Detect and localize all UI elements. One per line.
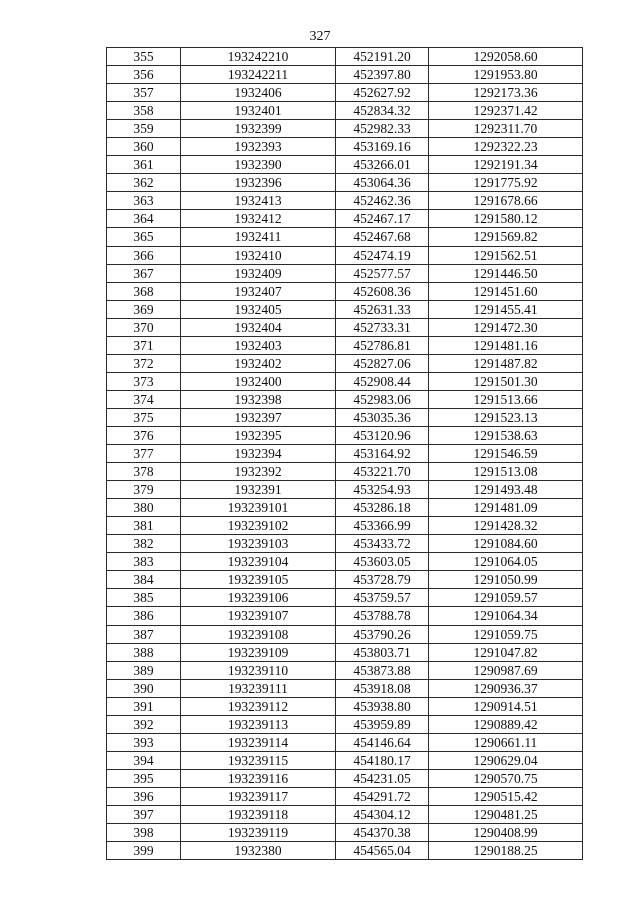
- table-row: [107, 643, 583, 661]
- row-index-cell: 355: [107, 48, 181, 66]
- table-row: [107, 553, 583, 571]
- row-index-cell: 356: [107, 66, 181, 84]
- x-coordinate-cell: 453120.96: [336, 426, 429, 444]
- y-coordinate-cell: 1291455.41: [429, 300, 583, 318]
- x-coordinate-cell: 453938.80: [336, 697, 429, 715]
- x-coordinate-cell: 454231.05: [336, 769, 429, 787]
- y-coordinate-cell: 1291775.92: [429, 174, 583, 192]
- point-id-cell: 1932394: [181, 445, 336, 463]
- point-id-cell: 193239102: [181, 517, 336, 535]
- table-row: [107, 84, 583, 102]
- point-id-cell: 193239107: [181, 607, 336, 625]
- x-coordinate-cell: 453759.57: [336, 589, 429, 607]
- point-id-cell: 1932400: [181, 372, 336, 390]
- y-coordinate-cell: 1291446.50: [429, 264, 583, 282]
- point-id-cell: 193239106: [181, 589, 336, 607]
- row-index-cell: 385: [107, 589, 181, 607]
- x-coordinate-cell: 454304.12: [336, 805, 429, 823]
- point-id-cell: 1932401: [181, 102, 336, 120]
- row-index-cell: 396: [107, 787, 181, 805]
- y-coordinate-cell: 1291050.99: [429, 571, 583, 589]
- x-coordinate-cell: 454291.72: [336, 787, 429, 805]
- point-id-cell: 1932380: [181, 842, 336, 860]
- row-index-cell: 357: [107, 84, 181, 102]
- x-coordinate-cell: 453873.88: [336, 661, 429, 679]
- row-index-cell: 387: [107, 625, 181, 643]
- x-coordinate-cell: 453164.92: [336, 445, 429, 463]
- row-index-cell: 386: [107, 607, 181, 625]
- point-id-cell: 1932403: [181, 336, 336, 354]
- x-coordinate-cell: 452982.33: [336, 120, 429, 138]
- y-coordinate-cell: 1291569.82: [429, 228, 583, 246]
- point-id-cell: 193239114: [181, 733, 336, 751]
- y-coordinate-cell: 1291546.59: [429, 445, 583, 463]
- table-row: [107, 769, 583, 787]
- point-id-cell: 1932392: [181, 463, 336, 481]
- x-coordinate-cell: 453728.79: [336, 571, 429, 589]
- y-coordinate-cell: 1292371.42: [429, 102, 583, 120]
- x-coordinate-cell: 453366.99: [336, 517, 429, 535]
- x-coordinate-cell: 452467.17: [336, 210, 429, 228]
- row-index-cell: 390: [107, 679, 181, 697]
- y-coordinate-cell: 1291059.75: [429, 625, 583, 643]
- table-row: [107, 390, 583, 408]
- point-id-cell: 1932407: [181, 282, 336, 300]
- table-row: [107, 300, 583, 318]
- point-id-cell: 1932390: [181, 156, 336, 174]
- point-id-cell: 193239119: [181, 824, 336, 842]
- point-id-cell: 193239110: [181, 661, 336, 679]
- table-row: [107, 715, 583, 733]
- x-coordinate-cell: 453959.89: [336, 715, 429, 733]
- table-row: [107, 679, 583, 697]
- row-index-cell: 397: [107, 805, 181, 823]
- point-id-cell: 193239117: [181, 787, 336, 805]
- y-coordinate-cell: 1292311.70: [429, 120, 583, 138]
- row-index-cell: 398: [107, 824, 181, 842]
- x-coordinate-cell: 453221.70: [336, 463, 429, 481]
- point-id-cell: 1932410: [181, 246, 336, 264]
- table-row: [107, 805, 583, 823]
- x-coordinate-cell: 452631.33: [336, 300, 429, 318]
- table-row: [107, 499, 583, 517]
- x-coordinate-cell: 452983.06: [336, 390, 429, 408]
- row-index-cell: 381: [107, 517, 181, 535]
- table-row: [107, 210, 583, 228]
- x-coordinate-cell: 453918.08: [336, 679, 429, 697]
- y-coordinate-cell: 1290481.25: [429, 805, 583, 823]
- row-index-cell: 368: [107, 282, 181, 300]
- y-coordinate-cell: 1290629.04: [429, 751, 583, 769]
- point-id-cell: 193239118: [181, 805, 336, 823]
- row-index-cell: 395: [107, 769, 181, 787]
- table-row: [107, 697, 583, 715]
- y-coordinate-cell: 1291523.13: [429, 408, 583, 426]
- y-coordinate-cell: 1292173.36: [429, 84, 583, 102]
- row-index-cell: 392: [107, 715, 181, 733]
- coordinates-table-body: [107, 48, 583, 860]
- y-coordinate-cell: 1291472.30: [429, 318, 583, 336]
- x-coordinate-cell: 454180.17: [336, 751, 429, 769]
- row-index-cell: 372: [107, 354, 181, 372]
- point-id-cell: 193239104: [181, 553, 336, 571]
- x-coordinate-cell: 453254.93: [336, 481, 429, 499]
- x-coordinate-cell: 452627.92: [336, 84, 429, 102]
- y-coordinate-cell: 1290936.37: [429, 679, 583, 697]
- table-row: [107, 120, 583, 138]
- point-id-cell: 193239101: [181, 499, 336, 517]
- row-index-cell: 388: [107, 643, 181, 661]
- y-coordinate-cell: 1290914.51: [429, 697, 583, 715]
- x-coordinate-cell: 452827.06: [336, 354, 429, 372]
- table-row: [107, 481, 583, 499]
- point-id-cell: 193239113: [181, 715, 336, 733]
- row-index-cell: 384: [107, 571, 181, 589]
- row-index-cell: 369: [107, 300, 181, 318]
- y-coordinate-cell: 1291513.08: [429, 463, 583, 481]
- x-coordinate-cell: 454565.04: [336, 842, 429, 860]
- y-coordinate-cell: 1291481.16: [429, 336, 583, 354]
- y-coordinate-cell: 1291059.57: [429, 589, 583, 607]
- x-coordinate-cell: 453035.36: [336, 408, 429, 426]
- y-coordinate-cell: 1290570.75: [429, 769, 583, 787]
- row-index-cell: 363: [107, 192, 181, 210]
- y-coordinate-cell: 1290515.42: [429, 787, 583, 805]
- table-row: [107, 463, 583, 481]
- point-id-cell: 1932412: [181, 210, 336, 228]
- y-coordinate-cell: 1291513.66: [429, 390, 583, 408]
- y-coordinate-cell: 1291562.51: [429, 246, 583, 264]
- y-coordinate-cell: 1291580.12: [429, 210, 583, 228]
- y-coordinate-cell: 1291047.82: [429, 643, 583, 661]
- table-row: [107, 48, 583, 66]
- row-index-cell: 399: [107, 842, 181, 860]
- x-coordinate-cell: 453790.26: [336, 625, 429, 643]
- row-index-cell: 362: [107, 174, 181, 192]
- row-index-cell: 360: [107, 138, 181, 156]
- y-coordinate-cell: 1290987.69: [429, 661, 583, 679]
- coordinates-table: [106, 47, 583, 860]
- y-coordinate-cell: 1290661.11: [429, 733, 583, 751]
- x-coordinate-cell: 453788.78: [336, 607, 429, 625]
- table-row: [107, 571, 583, 589]
- table-row: [107, 824, 583, 842]
- row-index-cell: 376: [107, 426, 181, 444]
- point-id-cell: 1932405: [181, 300, 336, 318]
- point-id-cell: 1932397: [181, 408, 336, 426]
- point-id-cell: 1932398: [181, 390, 336, 408]
- y-coordinate-cell: 1292058.60: [429, 48, 583, 66]
- x-coordinate-cell: 453266.01: [336, 156, 429, 174]
- table-row: [107, 318, 583, 336]
- x-coordinate-cell: 453803.71: [336, 643, 429, 661]
- row-index-cell: 377: [107, 445, 181, 463]
- table-row: [107, 264, 583, 282]
- y-coordinate-cell: 1291538.63: [429, 426, 583, 444]
- table-row: [107, 535, 583, 553]
- y-coordinate-cell: 1291064.05: [429, 553, 583, 571]
- table-row: [107, 246, 583, 264]
- y-coordinate-cell: 1291451.60: [429, 282, 583, 300]
- row-index-cell: 361: [107, 156, 181, 174]
- x-coordinate-cell: 452608.36: [336, 282, 429, 300]
- x-coordinate-cell: 452577.57: [336, 264, 429, 282]
- y-coordinate-cell: 1291487.82: [429, 354, 583, 372]
- table-row: [107, 228, 583, 246]
- point-id-cell: 1932409: [181, 264, 336, 282]
- y-coordinate-cell: 1290889.42: [429, 715, 583, 733]
- x-coordinate-cell: 452474.19: [336, 246, 429, 264]
- x-coordinate-cell: 453603.05: [336, 553, 429, 571]
- table-row: [107, 138, 583, 156]
- point-id-cell: 1932411: [181, 228, 336, 246]
- point-id-cell: 193242210: [181, 48, 336, 66]
- page-number: 327: [309, 29, 331, 44]
- table-row: [107, 102, 583, 120]
- y-coordinate-cell: 1291493.48: [429, 481, 583, 499]
- table-row: [107, 192, 583, 210]
- y-coordinate-cell: 1291678.66: [429, 192, 583, 210]
- table-row: [107, 156, 583, 174]
- row-index-cell: 389: [107, 661, 181, 679]
- table-row: [107, 787, 583, 805]
- x-coordinate-cell: 452467.68: [336, 228, 429, 246]
- y-coordinate-cell: 1290188.25: [429, 842, 583, 860]
- row-index-cell: 358: [107, 102, 181, 120]
- table-row: [107, 607, 583, 625]
- point-id-cell: 1932391: [181, 481, 336, 499]
- table-row: [107, 445, 583, 463]
- y-coordinate-cell: 1290408.99: [429, 824, 583, 842]
- y-coordinate-cell: 1291084.60: [429, 535, 583, 553]
- row-index-cell: 365: [107, 228, 181, 246]
- row-index-cell: 394: [107, 751, 181, 769]
- row-index-cell: 366: [107, 246, 181, 264]
- table-row: [107, 589, 583, 607]
- table-row: [107, 517, 583, 535]
- x-coordinate-cell: 453169.16: [336, 138, 429, 156]
- row-index-cell: 367: [107, 264, 181, 282]
- point-id-cell: 193242211: [181, 66, 336, 84]
- table-row: [107, 733, 583, 751]
- y-coordinate-cell: 1291481.09: [429, 499, 583, 517]
- row-index-cell: 374: [107, 390, 181, 408]
- table-row: [107, 174, 583, 192]
- point-id-cell: 193239109: [181, 643, 336, 661]
- x-coordinate-cell: 454146.64: [336, 733, 429, 751]
- x-coordinate-cell: 453064.36: [336, 174, 429, 192]
- table-row: [107, 751, 583, 769]
- point-id-cell: 1932395: [181, 426, 336, 444]
- row-index-cell: 371: [107, 336, 181, 354]
- row-index-cell: 359: [107, 120, 181, 138]
- y-coordinate-cell: 1291428.32: [429, 517, 583, 535]
- x-coordinate-cell: 452462.36: [336, 192, 429, 210]
- table-row: [107, 354, 583, 372]
- row-index-cell: 373: [107, 372, 181, 390]
- row-index-cell: 364: [107, 210, 181, 228]
- point-id-cell: 1932396: [181, 174, 336, 192]
- row-index-cell: 378: [107, 463, 181, 481]
- x-coordinate-cell: 453433.72: [336, 535, 429, 553]
- row-index-cell: 380: [107, 499, 181, 517]
- table-row: [107, 842, 583, 860]
- y-coordinate-cell: 1291953.80: [429, 66, 583, 84]
- point-id-cell: 1932406: [181, 84, 336, 102]
- y-coordinate-cell: 1291501.30: [429, 372, 583, 390]
- x-coordinate-cell: 452191.20: [336, 48, 429, 66]
- table-row: [107, 661, 583, 679]
- table-row: [107, 282, 583, 300]
- row-index-cell: 382: [107, 535, 181, 553]
- table-row: [107, 372, 583, 390]
- point-id-cell: 193239115: [181, 751, 336, 769]
- point-id-cell: 1932399: [181, 120, 336, 138]
- x-coordinate-cell: 452397.80: [336, 66, 429, 84]
- point-id-cell: 193239105: [181, 571, 336, 589]
- table-row: [107, 66, 583, 84]
- x-coordinate-cell: 453286.18: [336, 499, 429, 517]
- row-index-cell: 391: [107, 697, 181, 715]
- point-id-cell: 193239116: [181, 769, 336, 787]
- row-index-cell: 393: [107, 733, 181, 751]
- x-coordinate-cell: 452733.31: [336, 318, 429, 336]
- point-id-cell: 1932404: [181, 318, 336, 336]
- row-index-cell: 383: [107, 553, 181, 571]
- point-id-cell: 193239108: [181, 625, 336, 643]
- x-coordinate-cell: 452908.44: [336, 372, 429, 390]
- table-row: [107, 336, 583, 354]
- point-id-cell: 1932413: [181, 192, 336, 210]
- y-coordinate-cell: 1292191.34: [429, 156, 583, 174]
- row-index-cell: 370: [107, 318, 181, 336]
- point-id-cell: 193239112: [181, 697, 336, 715]
- x-coordinate-cell: 452834.32: [336, 102, 429, 120]
- y-coordinate-cell: 1292322.23: [429, 138, 583, 156]
- point-id-cell: 193239103: [181, 535, 336, 553]
- row-index-cell: 375: [107, 408, 181, 426]
- row-index-cell: 379: [107, 481, 181, 499]
- y-coordinate-cell: 1291064.34: [429, 607, 583, 625]
- table-row: [107, 625, 583, 643]
- point-id-cell: 193239111: [181, 679, 336, 697]
- x-coordinate-cell: 454370.38: [336, 824, 429, 842]
- table-row: [107, 408, 583, 426]
- table-row: [107, 426, 583, 444]
- point-id-cell: 1932402: [181, 354, 336, 372]
- x-coordinate-cell: 452786.81: [336, 336, 429, 354]
- point-id-cell: 1932393: [181, 138, 336, 156]
